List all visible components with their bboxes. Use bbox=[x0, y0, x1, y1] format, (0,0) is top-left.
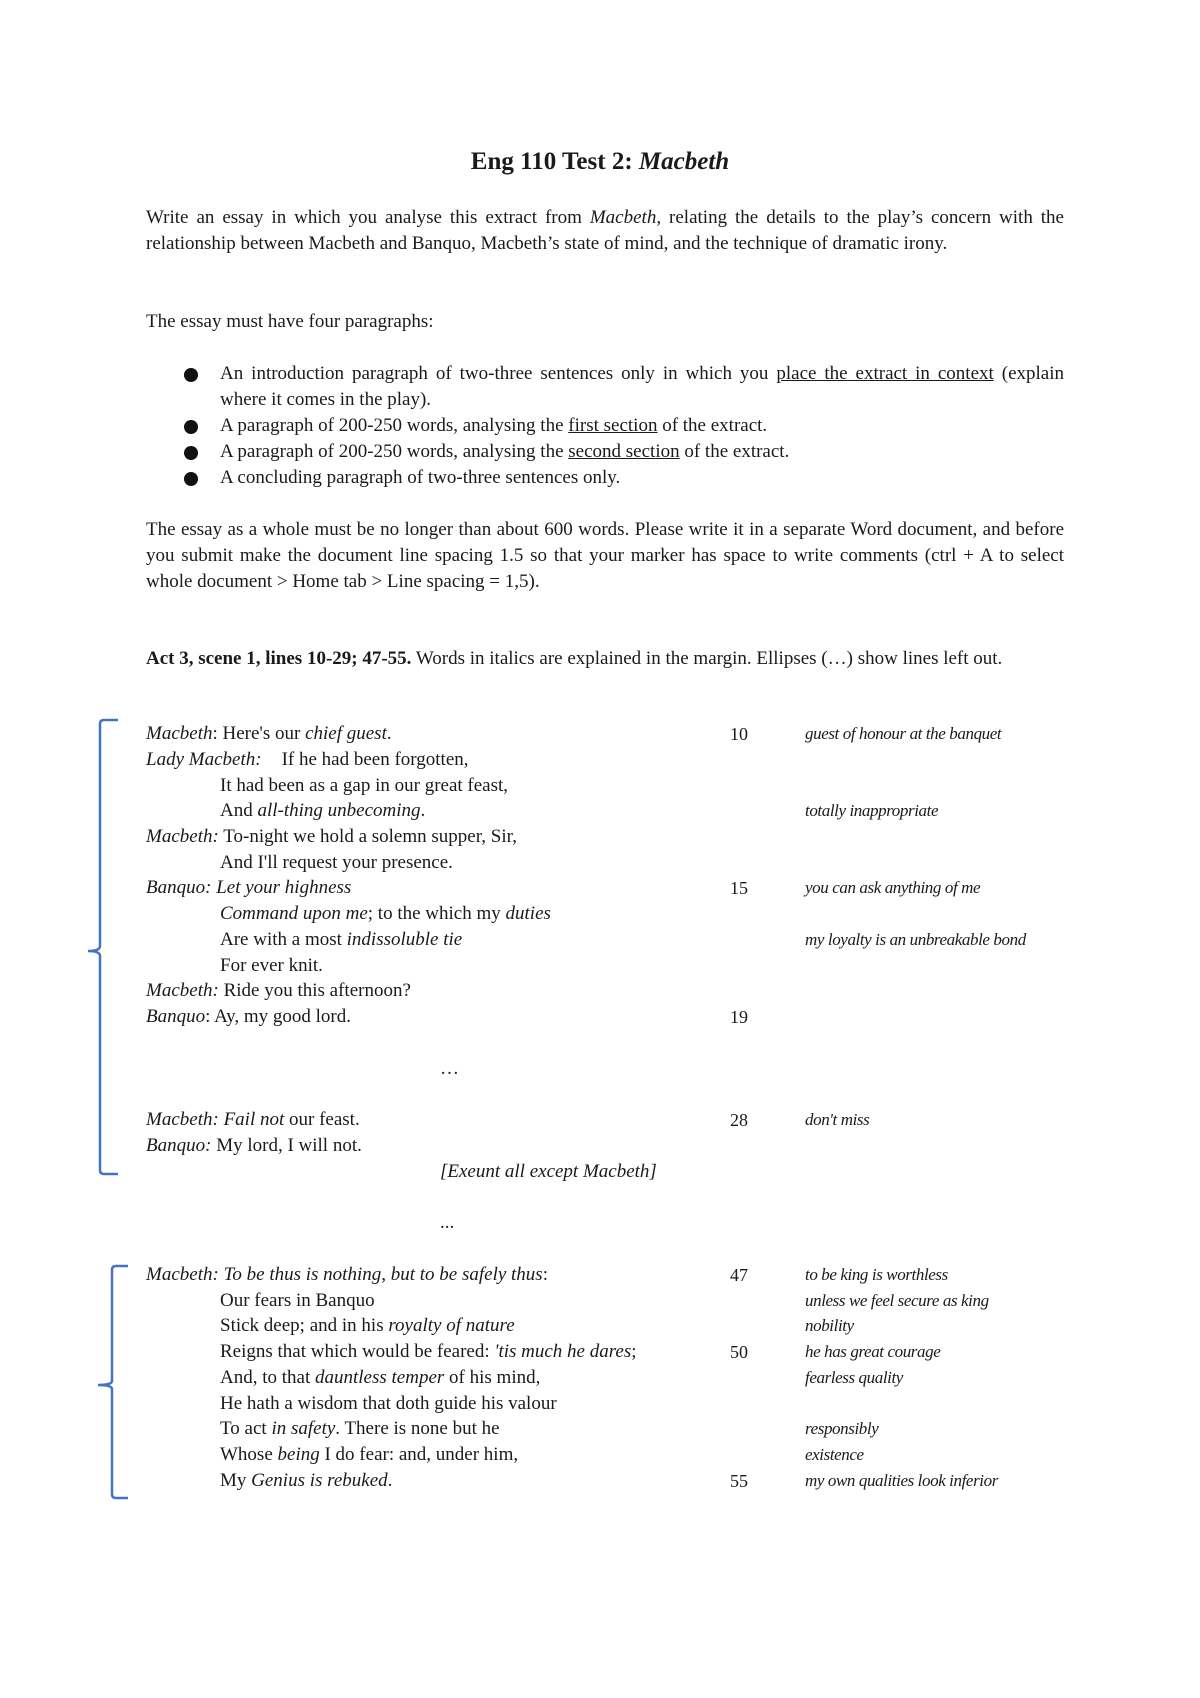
script-line: Command upon me; to the which my duties bbox=[220, 903, 551, 924]
script-line: Reigns that which would be feared: 'tis much he dares; bbox=[220, 1341, 637, 1362]
margin-gloss: nobility bbox=[805, 1316, 854, 1335]
script-line: Macbeth: To-night we hold a solemn supper, Sir, bbox=[146, 826, 517, 847]
title-italic: Macbeth bbox=[638, 148, 730, 175]
line-number: 55 bbox=[730, 1471, 748, 1491]
extract-heading bbox=[146, 646, 1064, 672]
script-line: To act in safety. There is none but he bbox=[220, 1418, 500, 1439]
script-line: Our fears in Banquo bbox=[220, 1290, 375, 1311]
script-line: Banquo: Ay, my good lord. bbox=[146, 1006, 351, 1027]
line-number: 15 bbox=[730, 878, 748, 898]
script-line: He hath a wisdom that doth guide his valour bbox=[220, 1393, 557, 1414]
script-line: For ever knit. bbox=[220, 955, 323, 976]
script-line: Whose being I do fear: and, under him, bbox=[220, 1444, 519, 1465]
first-section-bracket bbox=[82, 718, 122, 1178]
bullet-icon bbox=[184, 446, 198, 460]
script-line: Macbeth: Fail not our feast. bbox=[146, 1109, 360, 1130]
script-line: And all-thing unbecoming. bbox=[220, 800, 426, 821]
script-line: Are with a most indissoluble tie bbox=[220, 929, 463, 950]
margin-gloss: my own qualities look inferior bbox=[805, 1471, 998, 1490]
script-line: And, to that dauntless temper of his mind, bbox=[220, 1367, 541, 1388]
script-line: It had been as a gap in our great feast, bbox=[220, 775, 509, 796]
list-item: An introduction paragraph of two-three sentences only in which you place the extract in context (explain where it comes in the play). bbox=[146, 361, 1064, 413]
line-number: 47 bbox=[730, 1265, 748, 1285]
margin-gloss: to be king is worthless bbox=[805, 1265, 948, 1284]
ellipsis: ... bbox=[440, 1212, 455, 1233]
paragraph-requirement: The essay must have four paragraphs: bbox=[146, 311, 434, 332]
margin-gloss: guest of honour at the banquet bbox=[805, 724, 1002, 743]
margin-gloss: fearless quality bbox=[805, 1368, 903, 1387]
margin-gloss: my loyalty is an unbreakable bond bbox=[805, 930, 1026, 949]
script-line: Macbeth: To be thus is nothing, but to be safely thus: bbox=[146, 1264, 548, 1285]
ellipsis: … bbox=[440, 1058, 459, 1079]
instructions-italic: Macbeth, bbox=[589, 207, 662, 228]
instructions-text-a: Write an essay in which you analyse this extract from bbox=[146, 207, 590, 228]
margin-gloss: he has great courage bbox=[805, 1342, 941, 1361]
instructions-text-b: relating the details to the play’s concern with the relationship between Macbeth and Banquo, Macbeth’s state of mind, and the technique of dramatic irony. bbox=[146, 207, 1064, 254]
script-line: Banquo: My lord, I will not. bbox=[146, 1135, 362, 1156]
script-line: And I'll request your presence. bbox=[220, 852, 453, 873]
line-number: 28 bbox=[730, 1110, 748, 1130]
script-line: Lady Macbeth: If he had been forgotten, bbox=[146, 749, 469, 770]
act-reference: Act 3, scene 1, lines 10-29; 47-55. bbox=[146, 648, 412, 669]
margin-gloss: responsibly bbox=[805, 1419, 879, 1438]
script-line: Macbeth: Here's our chief guest. bbox=[146, 723, 392, 744]
script-line: My Genius is rebuked. bbox=[220, 1470, 393, 1491]
line-number: 19 bbox=[730, 1007, 748, 1027]
extract-note: Words in italics are explained in the margin. Ellipses (…) show lines left out. bbox=[411, 648, 1003, 669]
list-item: A paragraph of 200-250 words, analysing the first section of the extract. bbox=[146, 413, 1064, 439]
margin-gloss: totally inappropriate bbox=[805, 801, 939, 820]
margin-gloss: unless we feel secure as king bbox=[805, 1291, 989, 1310]
script-line: Banquo: Let your highness bbox=[146, 877, 352, 898]
bullet-icon bbox=[184, 368, 198, 382]
bullet-icon bbox=[184, 420, 198, 434]
line-number: 10 bbox=[730, 724, 748, 744]
script-line: Macbeth: Ride you this afternoon? bbox=[146, 980, 411, 1001]
bullet-list bbox=[146, 361, 1064, 491]
margin-gloss: you can ask anything of me bbox=[805, 878, 981, 897]
margin-gloss: don't miss bbox=[805, 1110, 870, 1129]
stage-direction: [Exeunt all except Macbeth] bbox=[440, 1161, 657, 1182]
line-number: 50 bbox=[730, 1342, 748, 1362]
second-section-bracket bbox=[92, 1264, 132, 1504]
margin-gloss: existence bbox=[805, 1445, 864, 1464]
list-item: A paragraph of 200-250 words, analysing the second section of the extract. bbox=[146, 439, 1064, 465]
word-limit-paragraph: The essay as a whole must be no longer than about 600 words. Please write it in a separate Word document, and before you submit make the document line spacing 1.5 so that your marker has space to write comments (ctrl + A to select whole document > Home tab > Line spacing = 1,5). bbox=[146, 519, 1064, 592]
page-title bbox=[0, 148, 1200, 176]
script-line: Stick deep; and in his royalty of nature bbox=[220, 1315, 515, 1336]
bullet-icon bbox=[184, 472, 198, 486]
title-text: Eng 110 Test 2: bbox=[470, 148, 639, 175]
list-item: A concluding paragraph of two-three sentences only. bbox=[146, 465, 1064, 491]
instructions-paragraph bbox=[146, 205, 1064, 257]
